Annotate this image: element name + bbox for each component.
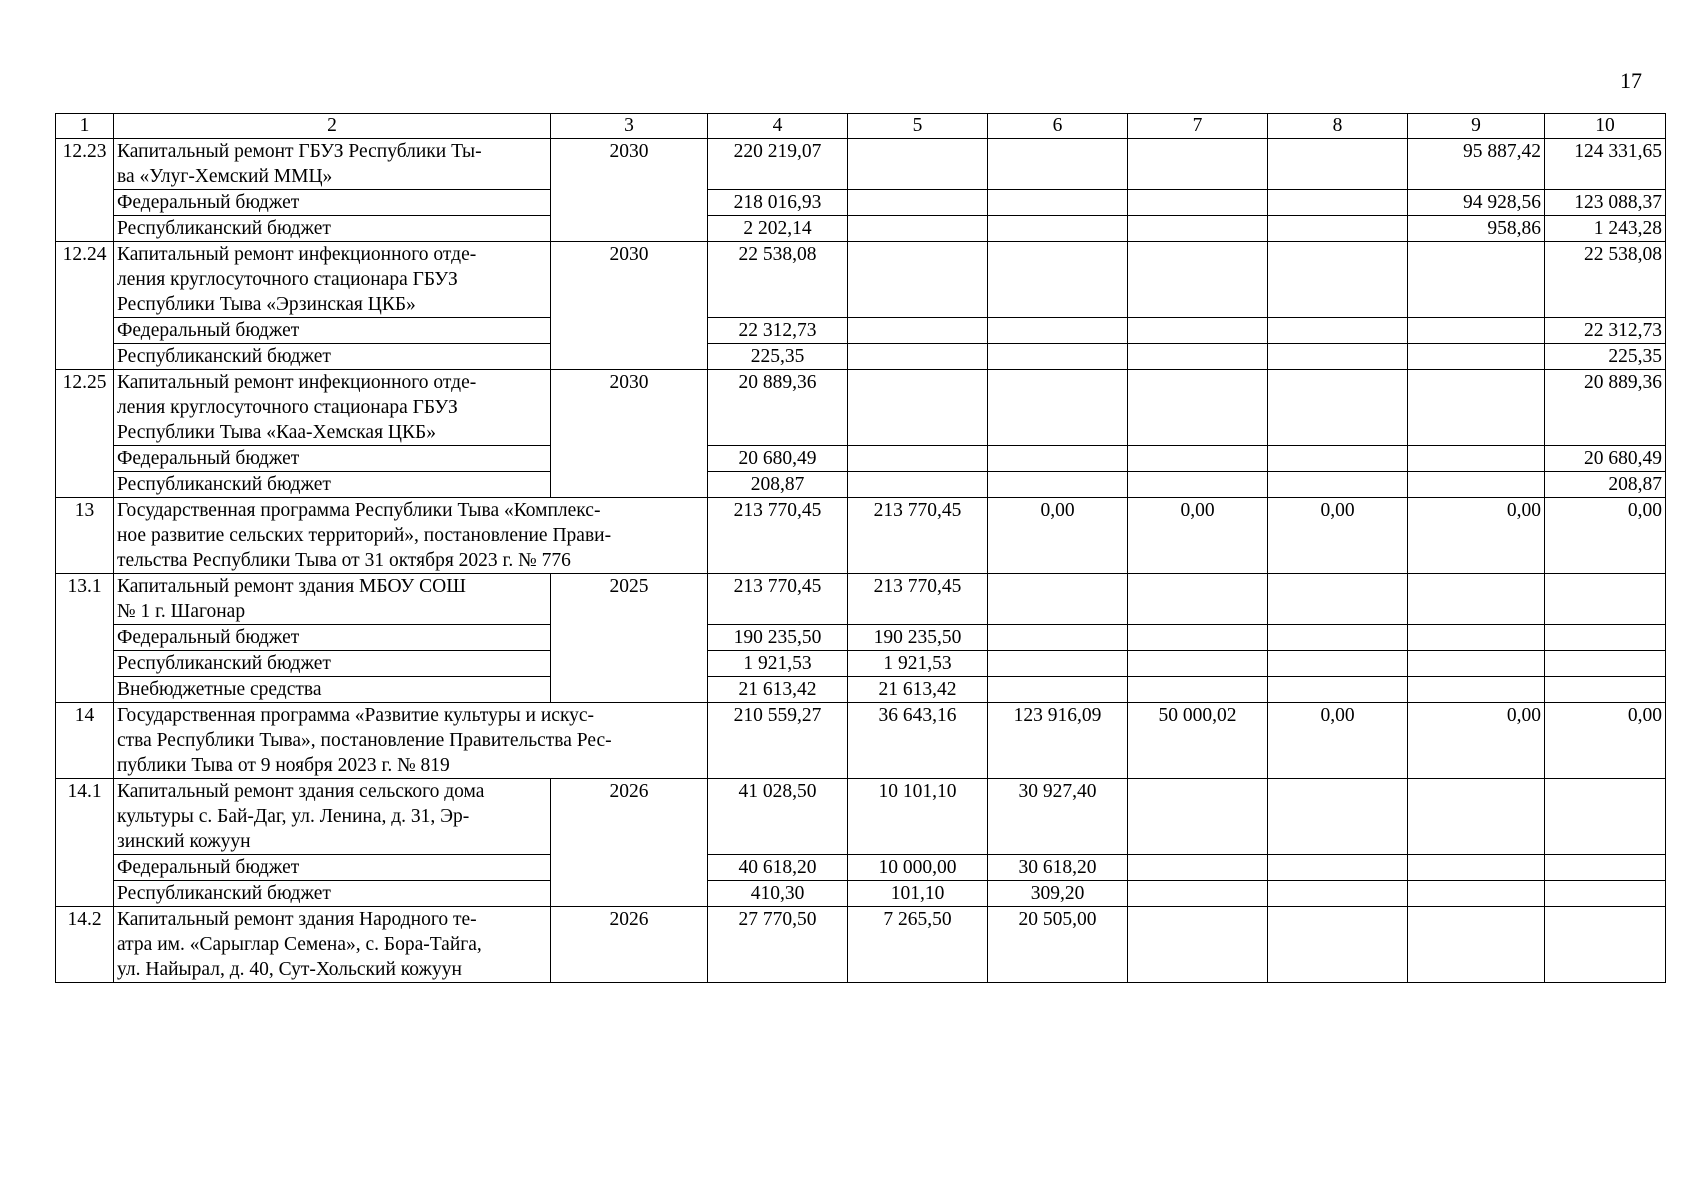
column-number: 2 — [114, 114, 551, 139]
amount-cell — [1408, 370, 1545, 446]
funding-source: Республиканский бюджет — [114, 881, 551, 907]
funding-source: Республиканский бюджет — [114, 216, 551, 242]
amount-cell — [1128, 472, 1268, 498]
item-name — [114, 779, 551, 855]
column-number: 5 — [848, 114, 988, 139]
name-line: Капитальный ремонт инфекционного отде- — [117, 372, 477, 393]
item-row — [56, 574, 1666, 625]
amount-cell — [1408, 472, 1545, 498]
funding-source-row — [56, 855, 1666, 881]
amount-cell: 210 559,27 — [708, 703, 848, 779]
funding-source: Федеральный бюджет — [114, 446, 551, 472]
amount-cell — [1268, 242, 1408, 318]
name-line: публики Тыва от 9 ноября 2023 г. № 819 — [117, 755, 450, 776]
completion-year: 2030 — [551, 139, 708, 242]
amount-cell — [1268, 779, 1408, 855]
item-row — [56, 907, 1666, 983]
amount-cell: 101,10 — [848, 881, 988, 907]
column-number: 1 — [56, 114, 114, 139]
amount-cell — [848, 446, 988, 472]
funding-source: Внебюджетные средства — [114, 677, 551, 703]
name-line: Государственная программа «Развитие культуры и искус- — [117, 705, 595, 726]
name-line: Капитальный ремонт здания Народного те- — [117, 909, 477, 930]
funding-source: Федеральный бюджет — [114, 190, 551, 216]
amount-cell: 213 770,45 — [848, 498, 988, 574]
amount-cell: 27 770,50 — [708, 907, 848, 983]
funding-source: Республиканский бюджет — [114, 651, 551, 677]
funding-source-row — [56, 344, 1666, 370]
amount-cell: 123 088,37 — [1545, 190, 1666, 216]
name-line: Республики Тыва «Каа-Хемская ЦКБ» — [117, 422, 436, 443]
column-number: 6 — [988, 114, 1128, 139]
amount-cell: 958,86 — [1408, 216, 1545, 242]
page-number: 17 — [1620, 68, 1642, 93]
funding-source-row — [56, 190, 1666, 216]
funding-source: Республиканский бюджет — [114, 344, 551, 370]
item-name — [114, 370, 551, 446]
amount-cell: 0,00 — [1268, 498, 1408, 574]
amount-cell: 123 916,09 — [988, 703, 1128, 779]
amount-cell — [1268, 370, 1408, 446]
name-line: Республики Тыва «Эрзинская ЦКБ» — [117, 294, 416, 315]
amount-cell: 20 680,49 — [708, 446, 848, 472]
amount-cell — [1128, 190, 1268, 216]
column-number: 4 — [708, 114, 848, 139]
row-number: 12.25 — [56, 370, 114, 498]
amount-cell — [1545, 907, 1666, 983]
amount-cell — [1128, 242, 1268, 318]
amount-cell — [1408, 446, 1545, 472]
funding-source: Республиканский бюджет — [114, 472, 551, 498]
amount-cell: 0,00 — [1545, 703, 1666, 779]
amount-cell: 41 028,50 — [708, 779, 848, 855]
amount-cell: 30 618,20 — [988, 855, 1128, 881]
amount-cell — [1128, 779, 1268, 855]
funding-source: Федеральный бюджет — [114, 318, 551, 344]
funding-source: Федеральный бюджет — [114, 855, 551, 881]
amount-cell: 208,87 — [1545, 472, 1666, 498]
amount-cell — [1128, 651, 1268, 677]
amount-cell: 10 101,10 — [848, 779, 988, 855]
funding-source-row — [56, 446, 1666, 472]
amount-cell — [1545, 677, 1666, 703]
amount-cell: 0,00 — [988, 498, 1128, 574]
amount-cell — [1128, 344, 1268, 370]
amount-cell — [1268, 855, 1408, 881]
amount-cell — [1128, 574, 1268, 625]
name-line: ления круглосуточного стационара ГБУЗ — [117, 269, 458, 290]
name-line: зинский кожуун — [117, 831, 251, 852]
amount-cell — [1408, 779, 1545, 855]
amount-cell — [1545, 779, 1666, 855]
amount-cell: 40 618,20 — [708, 855, 848, 881]
amount-cell: 0,00 — [1408, 498, 1545, 574]
column-number: 7 — [1128, 114, 1268, 139]
item-row — [56, 779, 1666, 855]
name-line: Капитальный ремонт здания МБОУ СОШ — [117, 576, 466, 597]
amount-cell — [1408, 907, 1545, 983]
name-line: атра им. «Сарыглар Семена», с. Бора-Тайга, — [117, 934, 482, 955]
amount-cell: 0,00 — [1408, 703, 1545, 779]
completion-year: 2026 — [551, 907, 708, 983]
amount-cell — [1408, 318, 1545, 344]
row-number: 14 — [56, 703, 114, 779]
item-name — [114, 139, 551, 190]
amount-cell — [1268, 318, 1408, 344]
amount-cell: 213 770,45 — [708, 498, 848, 574]
name-line: ное развитие сельских территорий», постановление Прави- — [117, 525, 612, 546]
amount-cell — [848, 190, 988, 216]
amount-cell: 1 921,53 — [708, 651, 848, 677]
amount-cell — [1268, 190, 1408, 216]
amount-cell: 95 887,42 — [1408, 139, 1545, 190]
amount-cell — [1545, 574, 1666, 625]
row-number: 14.2 — [56, 907, 114, 983]
amount-cell: 309,20 — [988, 881, 1128, 907]
amount-cell: 410,30 — [708, 881, 848, 907]
amount-cell — [1408, 242, 1545, 318]
amount-cell — [848, 318, 988, 344]
amount-cell — [848, 472, 988, 498]
amount-cell — [988, 344, 1128, 370]
amount-cell: 1 921,53 — [848, 651, 988, 677]
amount-cell — [1128, 446, 1268, 472]
item-name — [114, 574, 551, 625]
amount-cell: 50 000,02 — [1128, 703, 1268, 779]
column-number: 8 — [1268, 114, 1408, 139]
amount-cell: 36 643,16 — [848, 703, 988, 779]
item-row — [56, 139, 1666, 190]
amount-cell — [1268, 574, 1408, 625]
amount-cell — [1545, 855, 1666, 881]
item-row — [56, 242, 1666, 318]
amount-cell — [988, 625, 1128, 651]
amount-cell — [1408, 881, 1545, 907]
amount-cell — [988, 318, 1128, 344]
amount-cell: 225,35 — [708, 344, 848, 370]
program-name — [114, 703, 708, 779]
name-line: Государственная программа Республики Тыва «Комплекс- — [117, 500, 601, 521]
row-number: 14.1 — [56, 779, 114, 907]
amount-cell — [1268, 651, 1408, 677]
amount-cell: 22 538,08 — [1545, 242, 1666, 318]
item-name — [114, 907, 551, 983]
amount-cell: 2 202,14 — [708, 216, 848, 242]
amount-cell — [988, 651, 1128, 677]
amount-cell — [988, 446, 1128, 472]
amount-cell — [1545, 651, 1666, 677]
amount-cell — [1128, 855, 1268, 881]
amount-cell — [1408, 677, 1545, 703]
column-number: 9 — [1408, 114, 1545, 139]
amount-cell: 21 613,42 — [848, 677, 988, 703]
amount-cell — [848, 139, 988, 190]
amount-cell: 20 505,00 — [988, 907, 1128, 983]
amount-cell: 0,00 — [1545, 498, 1666, 574]
column-number: 10 — [1545, 114, 1666, 139]
name-line: культуры с. Бай-Даг, ул. Ленина, д. 31, Эр- — [117, 806, 470, 827]
name-line: № 1 г. Шагонар — [117, 601, 246, 622]
amount-cell — [1128, 370, 1268, 446]
row-number: 12.23 — [56, 139, 114, 242]
name-line: ства Республики Тыва», постановление Правительства Рес- — [117, 730, 612, 751]
amount-cell — [988, 139, 1128, 190]
amount-cell — [848, 216, 988, 242]
name-line: Капитальный ремонт ГБУЗ Республики Ты- — [117, 141, 482, 162]
amount-cell — [848, 370, 988, 446]
name-line: ва «Улуг-Хемский ММЦ» — [117, 166, 333, 187]
amount-cell: 94 928,56 — [1408, 190, 1545, 216]
amount-cell — [848, 242, 988, 318]
row-number: 13 — [56, 498, 114, 574]
amount-cell — [1545, 881, 1666, 907]
item-row — [56, 370, 1666, 446]
amount-cell — [1128, 625, 1268, 651]
amount-cell — [1268, 677, 1408, 703]
amount-cell — [1408, 625, 1545, 651]
funding-source-row — [56, 318, 1666, 344]
amount-cell: 30 927,40 — [988, 779, 1128, 855]
funding-source-row — [56, 881, 1666, 907]
amount-cell: 22 312,73 — [708, 318, 848, 344]
funding-source-row — [56, 651, 1666, 677]
amount-cell: 10 000,00 — [848, 855, 988, 881]
amount-cell: 7 265,50 — [848, 907, 988, 983]
amount-cell: 0,00 — [1268, 703, 1408, 779]
amount-cell — [1408, 651, 1545, 677]
amount-cell — [988, 574, 1128, 625]
name-line: Капитальный ремонт инфекционного отде- — [117, 244, 477, 265]
row-number: 13.1 — [56, 574, 114, 703]
program-row — [56, 703, 1666, 779]
completion-year: 2025 — [551, 574, 708, 703]
amount-cell — [1268, 907, 1408, 983]
amount-cell — [1128, 907, 1268, 983]
funding-source-row — [56, 472, 1666, 498]
completion-year: 2030 — [551, 242, 708, 370]
amount-cell: 1 243,28 — [1545, 216, 1666, 242]
column-number: 3 — [551, 114, 708, 139]
amount-cell — [1128, 139, 1268, 190]
amount-cell — [1268, 216, 1408, 242]
item-name — [114, 242, 551, 318]
amount-cell: 0,00 — [1128, 498, 1268, 574]
name-line: ул. Найырал, д. 40, Сут-Хольский кожуун — [117, 959, 462, 980]
amount-cell — [1408, 344, 1545, 370]
amount-cell — [988, 677, 1128, 703]
funding-source: Федеральный бюджет — [114, 625, 551, 651]
amount-cell: 21 613,42 — [708, 677, 848, 703]
amount-cell: 213 770,45 — [708, 574, 848, 625]
amount-cell — [848, 344, 988, 370]
amount-cell — [1268, 472, 1408, 498]
amount-cell — [1268, 344, 1408, 370]
amount-cell: 220 219,07 — [708, 139, 848, 190]
amount-cell: 22 538,08 — [708, 242, 848, 318]
name-line: ления круглосуточного стационара ГБУЗ — [117, 397, 458, 418]
amount-cell — [1128, 881, 1268, 907]
amount-cell: 20 680,49 — [1545, 446, 1666, 472]
amount-cell — [1268, 881, 1408, 907]
amount-cell — [1128, 216, 1268, 242]
funding-source-row — [56, 625, 1666, 651]
amount-cell — [1545, 625, 1666, 651]
completion-year: 2026 — [551, 779, 708, 907]
amount-cell — [988, 242, 1128, 318]
amount-cell: 20 889,36 — [1545, 370, 1666, 446]
completion-year: 2030 — [551, 370, 708, 498]
amount-cell — [1128, 677, 1268, 703]
budget-table — [55, 113, 1666, 983]
amount-cell: 218 016,93 — [708, 190, 848, 216]
amount-cell: 124 331,65 — [1545, 139, 1666, 190]
amount-cell: 190 235,50 — [708, 625, 848, 651]
amount-cell — [988, 216, 1128, 242]
amount-cell — [1268, 625, 1408, 651]
funding-source-row — [56, 677, 1666, 703]
name-line: Капитальный ремонт здания сельского дома — [117, 781, 485, 802]
amount-cell: 213 770,45 — [848, 574, 988, 625]
amount-cell: 22 312,73 — [1545, 318, 1666, 344]
amount-cell: 225,35 — [1545, 344, 1666, 370]
amount-cell — [1408, 574, 1545, 625]
amount-cell — [1268, 139, 1408, 190]
amount-cell — [1268, 446, 1408, 472]
program-name — [114, 498, 708, 574]
amount-cell: 20 889,36 — [708, 370, 848, 446]
program-row — [56, 498, 1666, 574]
column-number-row — [56, 114, 1666, 139]
amount-cell: 190 235,50 — [848, 625, 988, 651]
name-line: тельства Республики Тыва от 31 октября 2023 г. № 776 — [117, 550, 571, 571]
funding-source-row — [56, 216, 1666, 242]
amount-cell — [1408, 855, 1545, 881]
amount-cell — [988, 472, 1128, 498]
amount-cell: 208,87 — [708, 472, 848, 498]
amount-cell — [1128, 318, 1268, 344]
row-number: 12.24 — [56, 242, 114, 370]
amount-cell — [988, 370, 1128, 446]
amount-cell — [988, 190, 1128, 216]
